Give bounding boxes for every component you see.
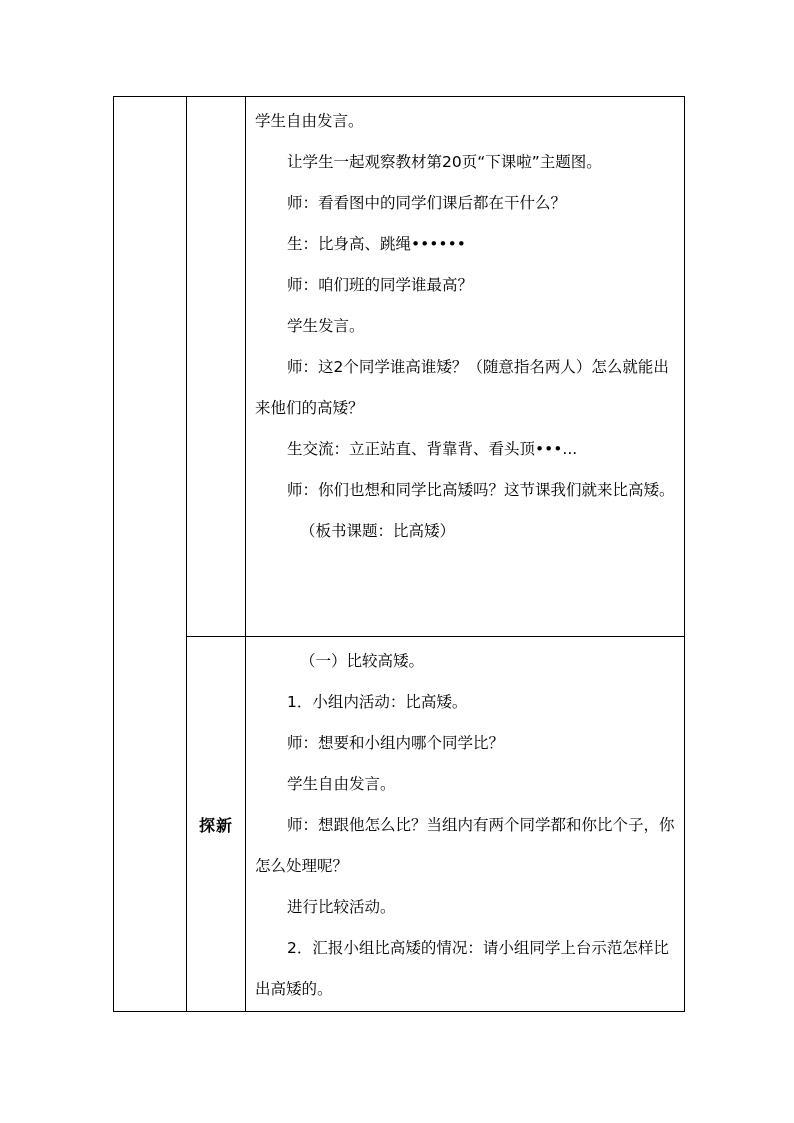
content-line: 师：这2个同学谁高谁矮？（随意指名两人）怎么就能出来他们的高矮？ [255,358,669,417]
content-line: 让学生一起观察教材第20页“下课啦”主题图。 [287,153,602,171]
section-label-cell [187,637,246,1012]
content-line: 学生自由发言。 [287,775,396,793]
content-line: 学生发言。 [287,317,365,335]
content-line: 师：想要和小组内哪个同学比？ [287,734,505,752]
content-line: 进行比较活动。 [287,898,396,916]
table-row [114,637,685,1012]
content-line: 学生自由发言。 [255,112,364,130]
content-line: （一）比较高矮。 [300,652,425,670]
lesson-plan-table [113,96,685,1012]
content-line: 生：比身高、跳绳•••••• [287,235,466,253]
section-content-cell [246,637,685,1012]
content-line: 生交流：立正站直、背靠背、看头顶•••... [287,440,578,458]
content-line: 师：想跟他怎么比？当组内有两个同学都和你比个子，你怎么处理呢？ [255,816,675,875]
section-content-cell [246,97,685,637]
outer-stage-cell [114,97,187,1012]
content-line: 师：你们也想和同学比高矮吗？这节课我们就来比高矮。 [287,481,675,499]
content-line: 师：看看图中的同学们课后都在干什么？ [287,194,567,212]
section-label: 探新 [198,815,233,835]
table-row [114,97,685,637]
content-line: （板书课题：比高矮） [300,522,456,540]
content-line: 1．小组内活动：比高矮。 [287,693,468,711]
section-content [246,97,684,636]
content-line: 师：咱们班的同学谁最高？ [287,276,474,294]
content-line: 2．汇报小组比高矮的情况：请小组同学上台示范怎样比出高矮的。 [255,939,669,998]
section-label-cell [187,97,246,637]
section-content [246,637,684,1011]
